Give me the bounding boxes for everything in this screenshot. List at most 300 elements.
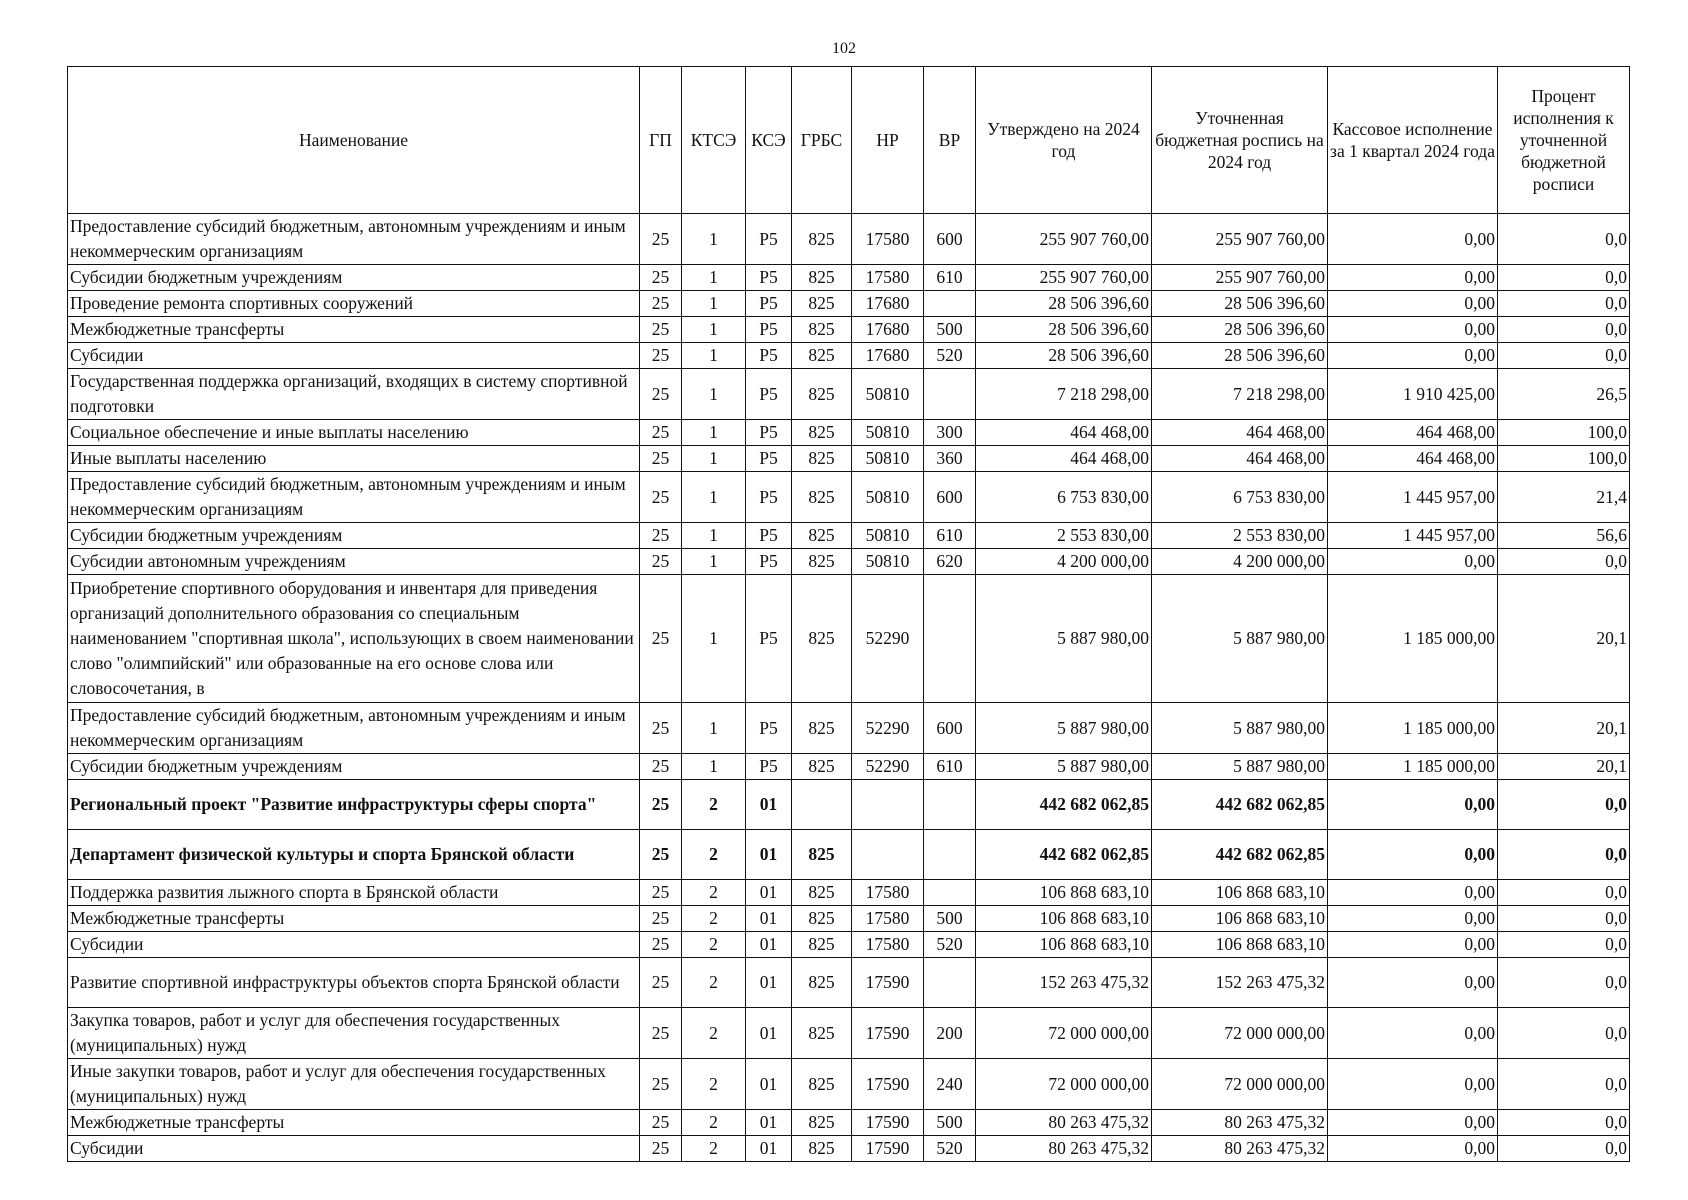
table-row bbox=[68, 780, 1630, 830]
cell-name: Субсидии bbox=[68, 1136, 640, 1162]
cell-kse: 01 bbox=[746, 906, 792, 932]
cell-name: Государственная поддержка организаций, входящих в систему спортивной подготовки bbox=[68, 369, 640, 420]
cell-approved: 28 506 396,60 bbox=[976, 343, 1152, 369]
cell-vr: 300 bbox=[924, 420, 976, 446]
cell-vr: 500 bbox=[924, 906, 976, 932]
cell-ktse: 1 bbox=[682, 291, 746, 317]
cell-kse: 01 bbox=[746, 1136, 792, 1162]
cell-name: Межбюджетные трансферты bbox=[68, 906, 640, 932]
table-row bbox=[68, 420, 1630, 446]
cell-name: Иные закупки товаров, работ и услуг для обеспечения государственных (муниципальных) нужд bbox=[68, 1059, 640, 1110]
cell-name: Субсидии bbox=[68, 932, 640, 958]
cell-grbs: 825 bbox=[792, 317, 852, 343]
table-row bbox=[68, 1059, 1630, 1110]
budget-table bbox=[67, 66, 1630, 1162]
cell-cash: 1 185 000,00 bbox=[1328, 575, 1498, 703]
cell-gp: 25 bbox=[640, 472, 682, 523]
cell-name: Развитие спортивной инфраструктуры объектов спорта Брянской области bbox=[68, 958, 640, 1008]
cell-percent: 0,0 bbox=[1498, 780, 1630, 830]
cell-name: Субсидии автономным учреждениям bbox=[68, 549, 640, 575]
cell-vr bbox=[924, 780, 976, 830]
header-grbs: ГРБС bbox=[792, 67, 852, 214]
cell-gp: 25 bbox=[640, 446, 682, 472]
cell-np: 52290 bbox=[852, 754, 924, 780]
cell-approved: 442 682 062,85 bbox=[976, 780, 1152, 830]
cell-gp: 25 bbox=[640, 549, 682, 575]
cell-vr: 610 bbox=[924, 523, 976, 549]
cell-percent: 0,0 bbox=[1498, 1008, 1630, 1059]
table-row bbox=[68, 830, 1630, 880]
cell-refined: 106 868 683,10 bbox=[1152, 880, 1328, 906]
cell-np: 17590 bbox=[852, 1136, 924, 1162]
cell-gp: 25 bbox=[640, 780, 682, 830]
cell-approved: 6 753 830,00 bbox=[976, 472, 1152, 523]
cell-percent: 0,0 bbox=[1498, 830, 1630, 880]
cell-grbs: 825 bbox=[792, 265, 852, 291]
cell-percent: 0,0 bbox=[1498, 958, 1630, 1008]
cell-gp: 25 bbox=[640, 291, 682, 317]
cell-kse: Р5 bbox=[746, 446, 792, 472]
cell-name: Предоставление субсидий бюджетным, автономным учреждениям и иным некоммерческим организациям bbox=[68, 214, 640, 265]
cell-ktse: 1 bbox=[682, 317, 746, 343]
cell-approved: 5 887 980,00 bbox=[976, 754, 1152, 780]
cell-ktse: 1 bbox=[682, 575, 746, 703]
cell-ktse: 1 bbox=[682, 754, 746, 780]
cell-grbs: 825 bbox=[792, 214, 852, 265]
cell-gp: 25 bbox=[640, 523, 682, 549]
cell-np: 17590 bbox=[852, 1059, 924, 1110]
cell-percent: 21,4 bbox=[1498, 472, 1630, 523]
cell-vr: 200 bbox=[924, 1008, 976, 1059]
cell-percent: 56,6 bbox=[1498, 523, 1630, 549]
cell-cash: 0,00 bbox=[1328, 932, 1498, 958]
cell-grbs: 825 bbox=[792, 420, 852, 446]
cell-refined: 80 263 475,32 bbox=[1152, 1136, 1328, 1162]
cell-np: 50810 bbox=[852, 472, 924, 523]
cell-kse: 01 bbox=[746, 1008, 792, 1059]
cell-np: 50810 bbox=[852, 446, 924, 472]
cell-kse: Р5 bbox=[746, 523, 792, 549]
header-kse: КСЭ bbox=[746, 67, 792, 214]
cell-np: 17580 bbox=[852, 265, 924, 291]
cell-approved: 28 506 396,60 bbox=[976, 317, 1152, 343]
cell-approved: 5 887 980,00 bbox=[976, 575, 1152, 703]
cell-gp: 25 bbox=[640, 958, 682, 1008]
cell-refined: 442 682 062,85 bbox=[1152, 780, 1328, 830]
cell-ktse: 1 bbox=[682, 420, 746, 446]
cell-cash: 1 910 425,00 bbox=[1328, 369, 1498, 420]
cell-ktse: 1 bbox=[682, 703, 746, 754]
cell-vr bbox=[924, 369, 976, 420]
cell-grbs: 825 bbox=[792, 906, 852, 932]
cell-grbs: 825 bbox=[792, 830, 852, 880]
cell-grbs bbox=[792, 780, 852, 830]
cell-vr: 620 bbox=[924, 549, 976, 575]
cell-gp: 25 bbox=[640, 214, 682, 265]
cell-percent: 20,1 bbox=[1498, 754, 1630, 780]
cell-gp: 25 bbox=[640, 575, 682, 703]
cell-refined: 6 753 830,00 bbox=[1152, 472, 1328, 523]
cell-vr: 600 bbox=[924, 703, 976, 754]
cell-kse: 01 bbox=[746, 1059, 792, 1110]
table-row bbox=[68, 906, 1630, 932]
header-ktse: КТСЭ bbox=[682, 67, 746, 214]
cell-refined: 28 506 396,60 bbox=[1152, 291, 1328, 317]
cell-approved: 5 887 980,00 bbox=[976, 703, 1152, 754]
cell-refined: 5 887 980,00 bbox=[1152, 575, 1328, 703]
cell-ktse: 1 bbox=[682, 343, 746, 369]
cell-gp: 25 bbox=[640, 317, 682, 343]
cell-np: 17580 bbox=[852, 880, 924, 906]
cell-approved: 7 218 298,00 bbox=[976, 369, 1152, 420]
cell-cash: 0,00 bbox=[1328, 830, 1498, 880]
cell-approved: 106 868 683,10 bbox=[976, 880, 1152, 906]
cell-cash: 0,00 bbox=[1328, 265, 1498, 291]
cell-ktse: 2 bbox=[682, 830, 746, 880]
cell-name: Субсидии бюджетным учреждениям bbox=[68, 754, 640, 780]
cell-np: 50810 bbox=[852, 420, 924, 446]
cell-ktse: 1 bbox=[682, 369, 746, 420]
cell-name: Межбюджетные трансферты bbox=[68, 317, 640, 343]
cell-ktse: 2 bbox=[682, 1136, 746, 1162]
cell-approved: 72 000 000,00 bbox=[976, 1059, 1152, 1110]
cell-refined: 4 200 000,00 bbox=[1152, 549, 1328, 575]
cell-grbs: 825 bbox=[792, 932, 852, 958]
cell-name: Проведение ремонта спортивных сооружений bbox=[68, 291, 640, 317]
cell-gp: 25 bbox=[640, 1136, 682, 1162]
cell-vr bbox=[924, 575, 976, 703]
cell-vr: 610 bbox=[924, 265, 976, 291]
cell-percent: 20,1 bbox=[1498, 575, 1630, 703]
cell-cash: 0,00 bbox=[1328, 214, 1498, 265]
cell-vr bbox=[924, 958, 976, 1008]
cell-kse: Р5 bbox=[746, 575, 792, 703]
table-row bbox=[68, 214, 1630, 265]
table-row bbox=[68, 1008, 1630, 1059]
cell-gp: 25 bbox=[640, 703, 682, 754]
cell-percent: 0,0 bbox=[1498, 1136, 1630, 1162]
cell-percent: 0,0 bbox=[1498, 549, 1630, 575]
header-name: Наименование bbox=[68, 67, 640, 214]
cell-approved: 80 263 475,32 bbox=[976, 1110, 1152, 1136]
cell-gp: 25 bbox=[640, 880, 682, 906]
cell-grbs: 825 bbox=[792, 549, 852, 575]
cell-percent: 0,0 bbox=[1498, 906, 1630, 932]
cell-gp: 25 bbox=[640, 906, 682, 932]
table-row bbox=[68, 446, 1630, 472]
cell-approved: 2 553 830,00 bbox=[976, 523, 1152, 549]
cell-np bbox=[852, 780, 924, 830]
cell-approved: 255 907 760,00 bbox=[976, 214, 1152, 265]
cell-cash: 0,00 bbox=[1328, 549, 1498, 575]
table-row bbox=[68, 472, 1630, 523]
cell-cash: 0,00 bbox=[1328, 906, 1498, 932]
table-row bbox=[68, 932, 1630, 958]
cell-ktse: 2 bbox=[682, 958, 746, 1008]
table-row bbox=[68, 343, 1630, 369]
cell-ktse: 2 bbox=[682, 1110, 746, 1136]
cell-grbs: 825 bbox=[792, 291, 852, 317]
cell-name: Субсидии бюджетным учреждениям bbox=[68, 265, 640, 291]
header-approved: Утверждено на 2024 год bbox=[976, 67, 1152, 214]
cell-refined: 106 868 683,10 bbox=[1152, 906, 1328, 932]
header-refined: Уточненная бюджетная роспись на 2024 год bbox=[1152, 67, 1328, 214]
cell-refined: 5 887 980,00 bbox=[1152, 703, 1328, 754]
cell-refined: 464 468,00 bbox=[1152, 420, 1328, 446]
cell-refined: 106 868 683,10 bbox=[1152, 932, 1328, 958]
cell-percent: 0,0 bbox=[1498, 880, 1630, 906]
cell-cash: 0,00 bbox=[1328, 1110, 1498, 1136]
cell-name: Департамент физической культуры и спорта Брянской области bbox=[68, 830, 640, 880]
table-row bbox=[68, 703, 1630, 754]
cell-approved: 464 468,00 bbox=[976, 446, 1152, 472]
table-row bbox=[68, 754, 1630, 780]
cell-name: Предоставление субсидий бюджетным, автономным учреждениям и иным некоммерческим организациям bbox=[68, 472, 640, 523]
cell-grbs: 825 bbox=[792, 446, 852, 472]
cell-np: 17680 bbox=[852, 343, 924, 369]
cell-grbs: 825 bbox=[792, 703, 852, 754]
cell-cash: 464 468,00 bbox=[1328, 420, 1498, 446]
cell-refined: 72 000 000,00 bbox=[1152, 1008, 1328, 1059]
cell-cash: 1 445 957,00 bbox=[1328, 523, 1498, 549]
cell-refined: 5 887 980,00 bbox=[1152, 754, 1328, 780]
cell-np: 17590 bbox=[852, 1008, 924, 1059]
table-row bbox=[68, 575, 1630, 703]
cell-np: 17590 bbox=[852, 1110, 924, 1136]
cell-kse: 01 bbox=[746, 880, 792, 906]
cell-ktse: 2 bbox=[682, 880, 746, 906]
cell-percent: 100,0 bbox=[1498, 420, 1630, 446]
cell-kse: Р5 bbox=[746, 703, 792, 754]
cell-name bbox=[68, 575, 640, 703]
cell-refined: 28 506 396,60 bbox=[1152, 343, 1328, 369]
cell-kse: Р5 bbox=[746, 754, 792, 780]
cell-cash: 0,00 bbox=[1328, 780, 1498, 830]
cell-name: Субсидии bbox=[68, 343, 640, 369]
cell-cash: 1 185 000,00 bbox=[1328, 703, 1498, 754]
cell-percent: 0,0 bbox=[1498, 214, 1630, 265]
cell-approved: 72 000 000,00 bbox=[976, 1008, 1152, 1059]
cell-percent: 100,0 bbox=[1498, 446, 1630, 472]
cell-gp: 25 bbox=[640, 265, 682, 291]
cell-kse: Р5 bbox=[746, 472, 792, 523]
cell-np bbox=[852, 830, 924, 880]
cell-gp: 25 bbox=[640, 1059, 682, 1110]
cell-np: 17580 bbox=[852, 214, 924, 265]
table-row bbox=[68, 523, 1630, 549]
cell-name: Социальное обеспечение и иные выплаты населению bbox=[68, 420, 640, 446]
cell-ktse: 2 bbox=[682, 780, 746, 830]
cell-grbs: 825 bbox=[792, 1110, 852, 1136]
cell-kse: Р5 bbox=[746, 265, 792, 291]
page-number: 102 bbox=[832, 40, 856, 57]
cell-ktse: 2 bbox=[682, 1008, 746, 1059]
cell-refined: 442 682 062,85 bbox=[1152, 830, 1328, 880]
cell-name: Закупка товаров, работ и услуг для обеспечения государственных (муниципальных) нужд bbox=[68, 1008, 640, 1059]
cell-name: Субсидии бюджетным учреждениям bbox=[68, 523, 640, 549]
cell-np: 52290 bbox=[852, 575, 924, 703]
cell-grbs: 825 bbox=[792, 958, 852, 1008]
cell-grbs: 825 bbox=[792, 523, 852, 549]
table-row bbox=[68, 1110, 1630, 1136]
cell-name: Иные выплаты населению bbox=[68, 446, 640, 472]
cell-kse: Р5 bbox=[746, 214, 792, 265]
header-percent: Процент исполнения к уточненной бюджетной росписи bbox=[1498, 67, 1630, 214]
cell-name: Поддержка развития лыжного спорта в Брянской области bbox=[68, 880, 640, 906]
cell-approved: 442 682 062,85 bbox=[976, 830, 1152, 880]
header-np: НР bbox=[852, 67, 924, 214]
cell-percent: 20,1 bbox=[1498, 703, 1630, 754]
cell-kse: Р5 bbox=[746, 317, 792, 343]
cell-vr bbox=[924, 830, 976, 880]
cell-kse: Р5 bbox=[746, 549, 792, 575]
cell-refined: 255 907 760,00 bbox=[1152, 214, 1328, 265]
cell-approved: 464 468,00 bbox=[976, 420, 1152, 446]
cell-grbs: 825 bbox=[792, 1008, 852, 1059]
cell-kse: 01 bbox=[746, 932, 792, 958]
cell-gp: 25 bbox=[640, 1008, 682, 1059]
cell-refined: 255 907 760,00 bbox=[1152, 265, 1328, 291]
cell-grbs: 825 bbox=[792, 343, 852, 369]
cell-np: 17580 bbox=[852, 932, 924, 958]
cell-percent: 0,0 bbox=[1498, 291, 1630, 317]
table-row bbox=[68, 958, 1630, 1008]
cell-gp: 25 bbox=[640, 830, 682, 880]
cell-grbs: 825 bbox=[792, 880, 852, 906]
cell-percent: 0,0 bbox=[1498, 1059, 1630, 1110]
cell-vr bbox=[924, 880, 976, 906]
cell-gp: 25 bbox=[640, 932, 682, 958]
cell-grbs: 825 bbox=[792, 754, 852, 780]
cell-vr: 240 bbox=[924, 1059, 976, 1110]
cell-refined: 28 506 396,60 bbox=[1152, 317, 1328, 343]
cell-ktse: 1 bbox=[682, 523, 746, 549]
cell-kse: 01 bbox=[746, 830, 792, 880]
cell-kse: 01 bbox=[746, 1110, 792, 1136]
cell-approved: 106 868 683,10 bbox=[976, 906, 1152, 932]
cell-np: 17680 bbox=[852, 317, 924, 343]
cell-kse: 01 bbox=[746, 958, 792, 1008]
cell-np: 17590 bbox=[852, 958, 924, 1008]
table-row bbox=[68, 549, 1630, 575]
cell-kse: 01 bbox=[746, 780, 792, 830]
cell-vr: 600 bbox=[924, 472, 976, 523]
cell-percent: 0,0 bbox=[1498, 343, 1630, 369]
cell-vr: 360 bbox=[924, 446, 976, 472]
cell-grbs: 825 bbox=[792, 472, 852, 523]
table-row bbox=[68, 317, 1630, 343]
table-body bbox=[68, 214, 1630, 1162]
cell-percent: 0,0 bbox=[1498, 932, 1630, 958]
cell-vr: 610 bbox=[924, 754, 976, 780]
table-row bbox=[68, 1136, 1630, 1162]
cell-ktse: 2 bbox=[682, 906, 746, 932]
cell-kse: Р5 bbox=[746, 291, 792, 317]
cell-ktse: 1 bbox=[682, 472, 746, 523]
cell-cash: 0,00 bbox=[1328, 317, 1498, 343]
cell-cash: 0,00 bbox=[1328, 1136, 1498, 1162]
cell-ktse: 1 bbox=[682, 446, 746, 472]
cell-gp: 25 bbox=[640, 1110, 682, 1136]
cell-cash: 0,00 bbox=[1328, 1059, 1498, 1110]
cell-refined: 7 218 298,00 bbox=[1152, 369, 1328, 420]
cell-grbs: 825 bbox=[792, 369, 852, 420]
cell-ktse: 2 bbox=[682, 932, 746, 958]
cell-approved: 106 868 683,10 bbox=[976, 932, 1152, 958]
table-row bbox=[68, 291, 1630, 317]
cell-cash: 464 468,00 bbox=[1328, 446, 1498, 472]
cell-vr: 500 bbox=[924, 317, 976, 343]
header-cash: Кассовое исполнение за 1 квартал 2024 года bbox=[1328, 67, 1498, 214]
cell-np: 50810 bbox=[852, 369, 924, 420]
cell-cash: 1 445 957,00 bbox=[1328, 472, 1498, 523]
cell-name-text: Приобретение спортивного оборудования и инвентаря для приведения организаций дополнительного образования со специальным наименованием "спортивная школа", использующих в своем наименовании слово "олимпийский" или образованные на его основе слова или словосочетания, в bbox=[70, 578, 634, 698]
cell-vr: 520 bbox=[924, 932, 976, 958]
table-row bbox=[68, 880, 1630, 906]
cell-refined: 72 000 000,00 bbox=[1152, 1059, 1328, 1110]
cell-name: Региональный проект "Развитие инфраструктуры сферы спорта" bbox=[68, 780, 640, 830]
table-row bbox=[68, 265, 1630, 291]
cell-grbs: 825 bbox=[792, 575, 852, 703]
cell-cash: 1 185 000,00 bbox=[1328, 754, 1498, 780]
cell-ktse: 1 bbox=[682, 214, 746, 265]
cell-gp: 25 bbox=[640, 420, 682, 446]
cell-cash: 0,00 bbox=[1328, 958, 1498, 1008]
cell-approved: 4 200 000,00 bbox=[976, 549, 1152, 575]
cell-grbs: 825 bbox=[792, 1136, 852, 1162]
cell-refined: 464 468,00 bbox=[1152, 446, 1328, 472]
cell-kse: Р5 bbox=[746, 369, 792, 420]
table-header-row bbox=[68, 67, 1630, 214]
cell-vr bbox=[924, 291, 976, 317]
cell-ktse: 2 bbox=[682, 1059, 746, 1110]
cell-approved: 255 907 760,00 bbox=[976, 265, 1152, 291]
header-vr: ВР bbox=[924, 67, 976, 214]
cell-percent: 0,0 bbox=[1498, 317, 1630, 343]
cell-np: 50810 bbox=[852, 523, 924, 549]
table-row bbox=[68, 369, 1630, 420]
cell-gp: 25 bbox=[640, 369, 682, 420]
cell-cash: 0,00 bbox=[1328, 880, 1498, 906]
cell-vr: 500 bbox=[924, 1110, 976, 1136]
cell-percent: 0,0 bbox=[1498, 1110, 1630, 1136]
cell-name: Предоставление субсидий бюджетным, автономным учреждениям и иным некоммерческим организациям bbox=[68, 703, 640, 754]
cell-ktse: 1 bbox=[682, 265, 746, 291]
cell-refined: 152 263 475,32 bbox=[1152, 958, 1328, 1008]
cell-vr: 520 bbox=[924, 1136, 976, 1162]
cell-name: Межбюджетные трансферты bbox=[68, 1110, 640, 1136]
cell-cash: 0,00 bbox=[1328, 291, 1498, 317]
cell-kse: Р5 bbox=[746, 420, 792, 446]
cell-np: 52290 bbox=[852, 703, 924, 754]
cell-np: 50810 bbox=[852, 549, 924, 575]
header-gp: ГП bbox=[640, 67, 682, 214]
cell-vr: 600 bbox=[924, 214, 976, 265]
cell-refined: 80 263 475,32 bbox=[1152, 1110, 1328, 1136]
cell-grbs: 825 bbox=[792, 1059, 852, 1110]
cell-approved: 28 506 396,60 bbox=[976, 291, 1152, 317]
cell-gp: 25 bbox=[640, 754, 682, 780]
cell-np: 17580 bbox=[852, 906, 924, 932]
cell-gp: 25 bbox=[640, 343, 682, 369]
cell-ktse: 1 bbox=[682, 549, 746, 575]
cell-refined: 2 553 830,00 bbox=[1152, 523, 1328, 549]
cell-approved: 80 263 475,32 bbox=[976, 1136, 1152, 1162]
cell-cash: 0,00 bbox=[1328, 343, 1498, 369]
cell-cash: 0,00 bbox=[1328, 1008, 1498, 1059]
cell-kse: Р5 bbox=[746, 343, 792, 369]
cell-percent: 26,5 bbox=[1498, 369, 1630, 420]
